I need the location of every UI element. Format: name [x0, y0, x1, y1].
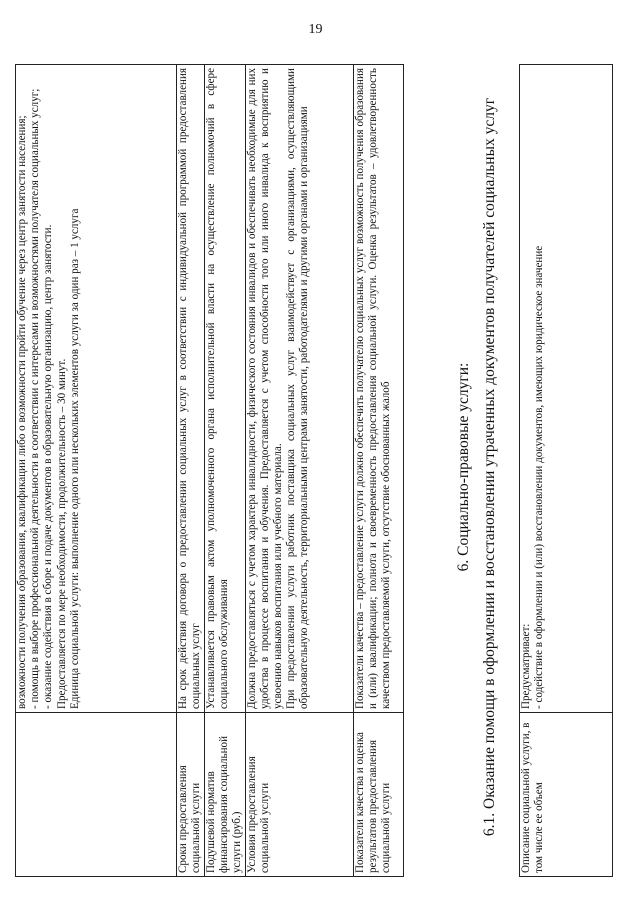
table-row [177, 65, 205, 877]
rotated-content [15, 57, 615, 877]
conditions-paragraph: Должна предоставляться с учетом характера инвалидности, физического состояния инвалидов и обеспечивать необходимые для них удобства в процессе воспитания и обучения. Предоставляется с учетом способности того или иного инвалида к восприятию и усвоению навыков воспитания или учебного материала. [245, 68, 285, 709]
indicators-label: Показатели качества и оценка результатов предоставления социальной услуги [353, 713, 403, 877]
table-row [520, 65, 613, 877]
section-heading: 6. Социально-правовые услуги: [455, 362, 472, 572]
education-line: возможности получения образования, квалификации либо о возможности пройти обучение через центр занятости населения; [16, 115, 28, 709]
description-label: Описание социальной услуги, в том числе ее объем [520, 713, 613, 877]
education-cell [16, 65, 177, 713]
description-line: - содействие в оформлении и (или) восстановлении документов, имеющих юридическое значение [533, 245, 546, 709]
table-row [16, 65, 177, 877]
table-row [353, 65, 403, 877]
subsection-heading: 6.1. Оказание помощи в оформлении и восстановлении утраченных документов получателей социальных услуг [481, 97, 498, 837]
table-row [245, 65, 353, 877]
conditions-cell [245, 65, 353, 713]
education-line: - оказание содействия в сборе и подаче документов в образовательную организацию, центр занятости. [42, 224, 55, 709]
table-cell-empty [16, 713, 177, 877]
terms-label: Сроки предоставления социальной услуги [177, 713, 205, 877]
norm-value: Устанавливается правовым актом уполномоченного органа исполнительной власти на осуществление полномочий в сфере социального обслуживания [205, 65, 246, 713]
indicators-value: Показатели качества – предоставление услуги должно обеспечить получателю социальных услуг возможность получения образования и (или) квалификации; полнота и своевременность предоставления социальной услуги. Оценка результатов – удовлетворенность качеством предоставляемой услуги, отсутствие обоснованных жалоб [353, 65, 403, 713]
terms-value: На срок действия договора о предоставлении социальных услуг в соответствии с индивидуальной программой предоставления социальных услуг [177, 65, 205, 713]
page-number: 19 [308, 22, 323, 37]
education-line: - помощь в выборе профессиональной деятельности в соответствии с интересами и возможностями получателя социальных услуг; [29, 88, 42, 709]
description-cell [520, 65, 613, 713]
conditions-label: Условия предоставления социальной услуги [245, 713, 353, 877]
education-line: Предоставляется по мере необходимости, продолжительность – 30 минут. [55, 358, 68, 709]
services-table [15, 64, 404, 877]
norm-label: Подушевой норматив финансирования социальной услуги (руб.) [205, 713, 246, 877]
table-row [205, 65, 246, 877]
education-line: Единица социальной услуги: выполнение одного или нескольких элементов услуги за один раз – 1 услуга [68, 208, 81, 709]
description-line: Предусматривает: [520, 623, 532, 709]
conditions-paragraph: При предоставлении услуги работник поставщика социальных услуг взаимодействует с организациями, осуществляющими образовательную деятельность, территориальными центрами занятости, работодателями и другими органами и организациями [285, 68, 311, 709]
service-description-table [519, 64, 613, 877]
